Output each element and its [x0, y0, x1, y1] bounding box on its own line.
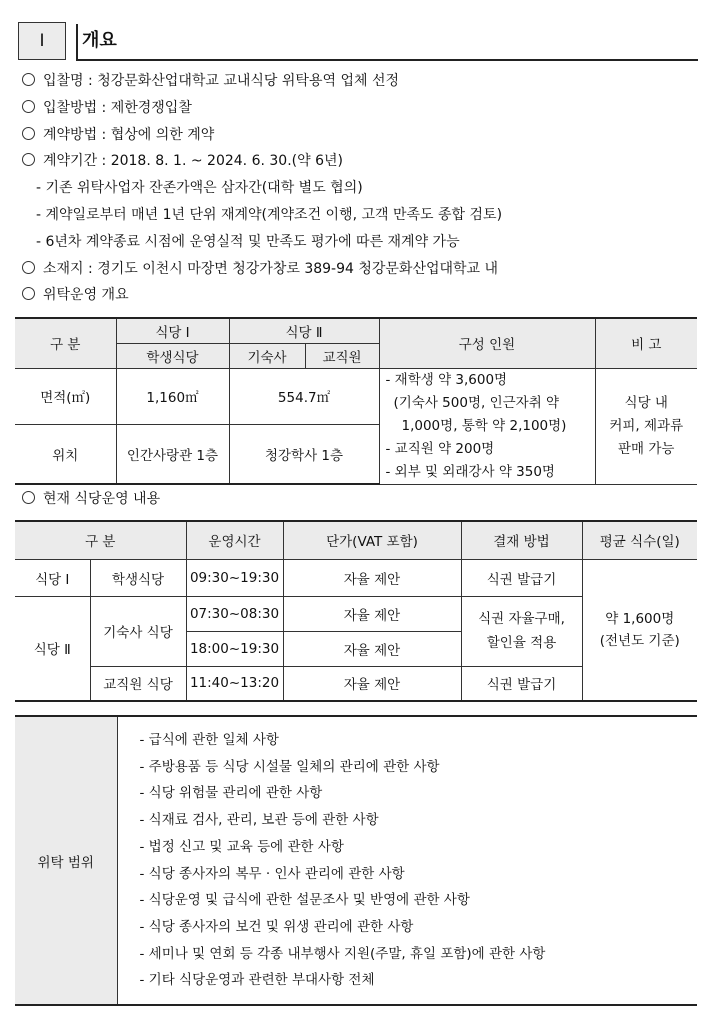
header-dormitory: 기숙사	[229, 343, 305, 368]
scope-item: - 급식에 관한 일체 사항	[139, 731, 279, 748]
price-student: 자율 제안	[283, 559, 461, 596]
note-cell: 식당 내 커피, 제과류 판매 가능	[595, 368, 697, 484]
circle-bullet-icon	[22, 100, 35, 113]
overview-subitem: - 기존 위탁사업자 잔존가액은 삼자간(대학 별도 협의)	[36, 180, 363, 196]
hours-faculty: 11:40~13:20	[186, 666, 283, 701]
overview-item: 입찰방법 : 제한경쟁입찰	[22, 99, 192, 117]
scope-item: - 기타 식당운영과 관련한 부대사항 전체	[139, 972, 375, 989]
hours-dorm-dinner: 18:00~19:30	[186, 631, 283, 666]
header-cafeteria-2: 식당 Ⅱ	[229, 318, 379, 343]
current-operation-heading: 현재 식당운영 내용	[22, 490, 160, 508]
hours-student: 09:30~19:30	[186, 559, 283, 596]
overview-subitem: - 6년차 계약종료 시점에 운영실적 및 만족도 평가에 따른 재계약 가능	[36, 234, 460, 250]
row-label-area: 면적(㎡)	[15, 368, 116, 425]
price-dorm-dinner: 자율 제안	[283, 631, 461, 666]
overview-item: 위탁운영 개요	[22, 286, 129, 304]
average-meals: 약 1,600명 (전년도 기준)	[582, 559, 697, 701]
header-student-cafeteria: 학생식당	[116, 343, 229, 368]
payment-student: 식권 발급기	[461, 559, 582, 596]
area-cafeteria-2: 554.7㎡	[229, 368, 379, 425]
outsourcing-overview-table	[15, 317, 697, 485]
overview-item: 소재지 : 경기도 이천시 마장면 청강가창로 389-94 청강문화산업대학교 내	[22, 260, 498, 278]
overview-item: 계약기간 : 2018. 8. 1. ~ 2024. 6. 30.(약 6년)	[22, 152, 343, 170]
price-dorm-breakfast: 자율 제안	[283, 596, 461, 631]
section-header	[18, 22, 698, 60]
header-category: 구 분	[15, 318, 116, 368]
scope-list	[117, 716, 697, 1005]
scope-item: - 식당운영 및 급식에 관한 설문조사 및 반영에 관한 사항	[139, 892, 470, 909]
overview-item: 계약방법 : 협상에 의한 계약	[22, 126, 214, 144]
student-cafeteria-label: 학생식당	[90, 559, 186, 596]
header-average-meals: 평균 식수(일)	[582, 521, 697, 559]
circle-bullet-icon	[22, 287, 35, 300]
cafeteria-2-label: 식당 Ⅱ	[15, 596, 90, 701]
staff-composition: - 재학생 약 3,600명 (기숙사 500명, 인근자취 약 1,000명, 통학 약 2,100명) - 교직원 약 200명 - 외부 및 외래강사 약 350명	[379, 368, 595, 484]
scope-label: 위탁 범위	[15, 716, 117, 1005]
circle-bullet-icon	[22, 127, 35, 140]
overview-subitem: - 계약일로부터 매년 1년 단위 재계약(계약조건 이행, 고객 만족도 종합 검토)	[36, 207, 503, 223]
header-category: 구 분	[15, 521, 186, 559]
scope-item: - 식당 위험물 관리에 관한 사항	[139, 785, 323, 802]
circle-bullet-icon	[22, 73, 35, 86]
circle-bullet-icon	[22, 491, 35, 504]
dorm-cafeteria-label: 기숙사 식당	[90, 596, 186, 666]
cafeteria-1-label: 식당 Ⅰ	[15, 559, 90, 596]
area-cafeteria-1: 1,160㎡	[116, 368, 229, 425]
payment-faculty: 식권 발급기	[461, 666, 582, 701]
payment-dorm: 식권 자율구매, 할인율 적용	[461, 596, 582, 666]
scope-item: - 세미나 및 연회 등 각종 내부행사 지원(주말, 휴일 포함)에 관한 사항	[139, 945, 546, 962]
current-operation-table	[15, 520, 697, 702]
location-cafeteria-2: 청강학사 1층	[229, 425, 379, 484]
header-hours: 운영시간	[186, 521, 283, 559]
circle-bullet-icon	[22, 153, 35, 166]
scope-item: - 식재료 검사, 관리, 보관 등에 관한 사항	[139, 812, 379, 829]
scope-item: - 주방용품 등 식당 시설물 일체의 관리에 관한 사항	[139, 758, 440, 775]
location-cafeteria-1: 인간사랑관 1층	[116, 425, 229, 484]
header-cafeteria-1: 식당 Ⅰ	[116, 318, 229, 343]
section-number: Ⅰ	[18, 22, 66, 60]
outsourcing-scope-table	[15, 715, 697, 1006]
circle-bullet-icon	[22, 261, 35, 274]
divider	[76, 24, 78, 60]
overview-item: 입찰명 : 청강문화산업대학교 교내식당 위탁용역 업체 선정	[22, 72, 399, 90]
scope-item: - 법정 신고 및 교육 등에 관한 사항	[139, 838, 344, 855]
header-staff: 구성 인원	[379, 318, 595, 368]
header-note: 비 고	[595, 318, 697, 368]
price-faculty: 자율 제안	[283, 666, 461, 701]
hours-dorm-breakfast: 07:30~08:30	[186, 596, 283, 631]
header-payment: 결재 방법	[461, 521, 582, 559]
header-price: 단가(VAT 포함)	[283, 521, 461, 559]
faculty-cafeteria-label: 교직원 식당	[90, 666, 186, 701]
scope-item: - 식당 종사자의 보건 및 위생 관리에 관한 사항	[139, 918, 414, 935]
divider	[76, 59, 698, 61]
scope-item: - 식당 종사자의 복무 · 인사 관리에 관한 사항	[139, 865, 405, 882]
header-faculty: 교직원	[305, 343, 379, 368]
section-title: 개요	[82, 30, 117, 51]
row-label-location: 위치	[15, 425, 116, 484]
